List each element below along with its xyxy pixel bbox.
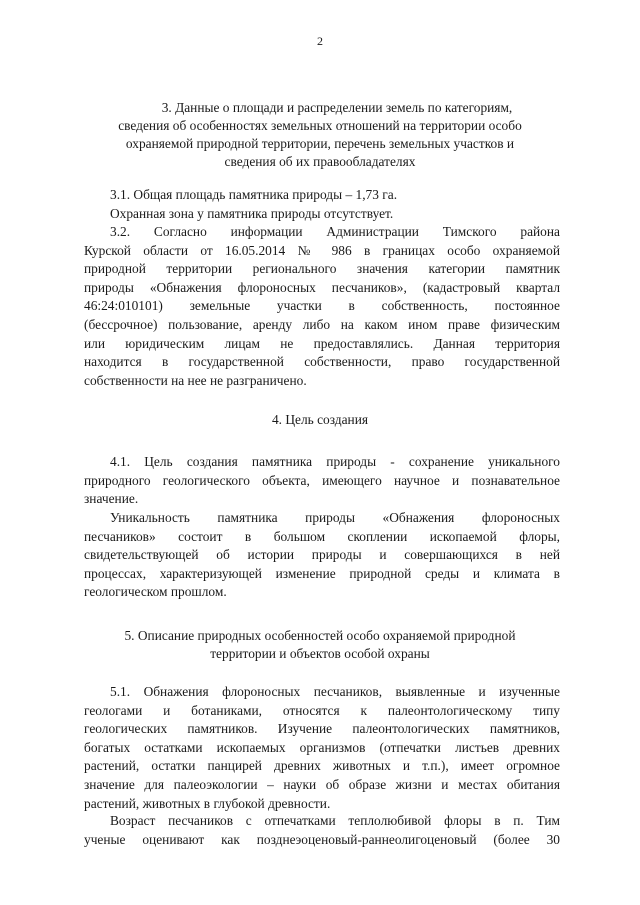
section-3-heading xyxy=(110,99,530,171)
paragraph-line: растений, животных в глубокой древности. xyxy=(84,795,331,811)
paragraph-line: песчаников» состоит в большом скоплении ископаемой флоры, xyxy=(84,528,560,544)
paragraph-4-1 xyxy=(84,453,560,509)
heading-line: 3. Данные о площади и распределении земель по категориям, xyxy=(161,100,513,115)
paragraph-3-2 xyxy=(84,223,560,390)
paragraph-line: 4.1. Цель создания памятника природы - сохранение уникального xyxy=(110,454,560,469)
paragraph-line: природного геологического объекта, имеющего научное и познавательное xyxy=(84,472,560,488)
paragraph-line: геологическом прошлом. xyxy=(84,584,227,600)
paragraph-line: геологических памятников. Изучение палеонтологических памятников, xyxy=(84,721,560,737)
paragraph-5-2 xyxy=(84,812,560,849)
paragraph-line: значение. xyxy=(84,491,139,507)
heading-line: охраняемой природной территории, перечень земельных участков и xyxy=(125,136,515,151)
paragraph-line: Уникальность памятника природы «Обнажения флороносных xyxy=(110,510,560,525)
heading-line: сведения об особенностях земельных отношений на территории особо xyxy=(118,118,522,133)
heading-line: 5. Описание природных особенностей особо охраняемой природной xyxy=(124,628,516,643)
paragraph-line: 3.2. Согласно информации Администрации Тимского района xyxy=(110,224,560,239)
paragraph-line: природной территории регионального значения категории памятник xyxy=(84,261,560,277)
paragraph-line: свидетельствующей об истории природы и совершающихся в ней xyxy=(84,547,560,563)
paragraph-line: ученые оценивают как позднеэоценовый-раннеолигоценовый (более 30 xyxy=(84,831,560,847)
paragraph-line: природы «Обнажения флороносных песчаников», (кадастровый квартал xyxy=(84,279,560,295)
paragraph-line: геологами и ботаниками, относятся к палеонтологическому типу xyxy=(84,702,560,718)
paragraph-line: Охранная зона у памятника природы отсутствует. xyxy=(110,205,394,221)
paragraph-line: 3.1. Общая площадь памятника природы – 1,73 га. xyxy=(110,187,398,202)
heading-line: территории и объектов особой охраны xyxy=(210,646,430,661)
paragraph-line: собственности на нее не разграничено. xyxy=(84,372,307,388)
paragraph-3-1 xyxy=(84,186,560,223)
paragraph-5-1 xyxy=(84,683,560,813)
paragraph-line: или юридическим лицам не предоставлялись. Данная территория xyxy=(84,335,560,351)
paragraph-line: находится в государственной собственности, право государственной xyxy=(84,354,560,370)
paragraph-line: 46:24:010101) земельные участки в собственность, постоянное xyxy=(84,298,560,314)
heading-line: сведения об их правообладателях xyxy=(224,154,416,169)
paragraph-line: богатых остатками ископаемых организмов (отпечатки листьев древних xyxy=(84,739,560,755)
heading-line: 4. Цель создания xyxy=(271,412,369,427)
section-5-heading xyxy=(110,627,530,663)
section-4-heading xyxy=(110,411,530,429)
paragraph-4-2 xyxy=(84,509,560,602)
paragraph-line: Возраст песчаников с отпечатками теплолюбивой флоры в п. Тим xyxy=(110,813,560,828)
paragraph-line: 5.1. Обнажения флороносных песчаников, выявленные и изученные xyxy=(110,684,560,699)
paragraph-line: процессах, характеризующей изменение природной среды и климата в xyxy=(84,565,560,581)
paragraph-line: растений, остатки панцирей древних животных и т.п.), имеет огромное xyxy=(84,758,560,774)
paragraph-line: Курской области от 16.05.2014 № 986 в границах особо охраняемой xyxy=(84,242,560,258)
paragraph-line: значение для палеоэкологии – науки об образе жизни и местах обитания xyxy=(84,776,560,792)
page-number: 2 xyxy=(317,34,323,48)
paragraph-line: (бессрочное) пользование, аренду либо на каком ином праве физическим xyxy=(84,316,560,332)
